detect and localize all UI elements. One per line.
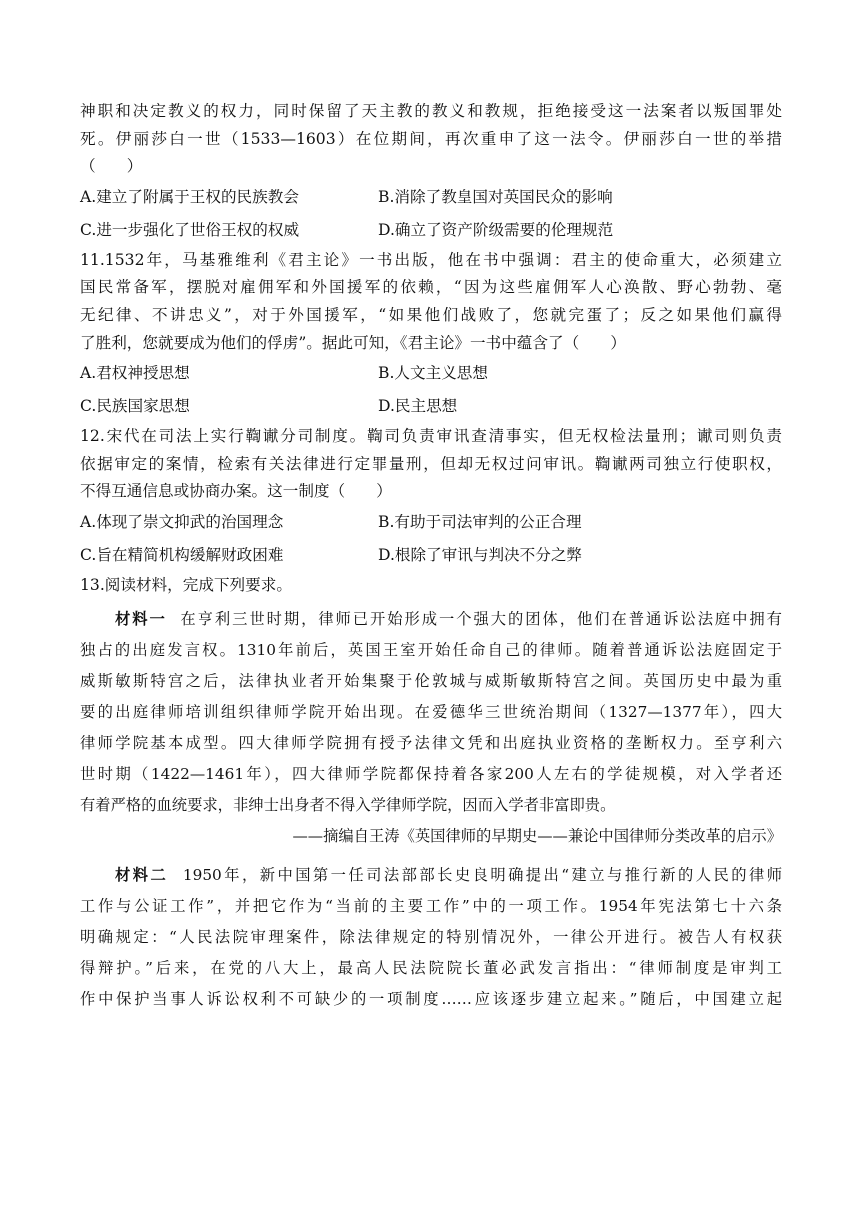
question-10: [80, 98, 782, 247]
q11-options-row-2: [80, 390, 782, 423]
q12-option-c: C.旨在精简机构缓解财政困难: [80, 545, 284, 564]
q11-line-1: 11.1532年，马基雅维利《君主论》一书出版，他在书中强调：君主的使命重大，必须建立: [80, 250, 782, 269]
q10-line-1: 神职和决定教义的权力，同时保留了天主教的教义和教规，拒绝接受这一法案者以叛国罪处: [80, 102, 782, 120]
material-1-line-3: 威斯敏斯特宫之后，法律执业者开始集聚于伦敦城与威斯敏斯特宫之间。英国历史中最为重: [80, 671, 782, 690]
q12-option-a: A.体现了崇文抑武的治国理念: [80, 512, 284, 531]
q10-options-row-1: [80, 181, 782, 214]
material-1-source: ——摘编自王涛《英国律师的早期史——兼论中国律师分类改革的启示》: [292, 826, 782, 845]
q12-line-1: 12.宋代在司法上实行鞫谳分司制度。鞫司负责审讯查清事实，但无权检法量刑；谳司则负责: [80, 427, 782, 446]
q12-line-3: 不得互通信息或协商办案。这一制度（ ）: [80, 482, 392, 501]
q11-line-3: 无纪律、不讲忠义”，对于外国援军，“如果他们战败了，您就完蛋了；反之如果他们赢得: [80, 305, 782, 324]
material-1-line-1: 在亨利三世时期，律师已开始形成一个强大的团体，他们在普通诉讼法庭中拥有: [180, 609, 782, 628]
q12-option-d: D.根除了审讯与判决不分之弊: [378, 545, 583, 564]
material-2: [80, 860, 782, 1015]
material-1-label: 材料一: [115, 609, 167, 628]
q11-option-b: B.人文主义思想: [378, 364, 488, 383]
q12-option-b: B.有助于司法审判的公正合理: [378, 512, 582, 531]
material-2-line-1: 1950年，新中国第一任司法部部长史良明确提出“建立与推行新的人民的律师: [182, 865, 782, 884]
q10-option-b: B.消除了教皇国对英国民众的影响: [378, 187, 613, 206]
material-2-line-4: 得辩护。”后来，在党的八大上，最高人民法院院长董必武发言指出：“律师制度是审判工: [80, 958, 782, 977]
q11-line-4: 了胜利，您就要成为他们的俘虏”。据此可知，《君主论》一书中蕴含了（ ）: [80, 333, 626, 352]
material-1-line-6: 世时期（1422—1461年），四大律师学院都保持着各家200人左右的学徒规模，对入学者还: [80, 764, 782, 783]
material-2-line-2: 工作与公证工作”，并把它作为“当前的主要工作”中的一项工作。1954年宪法第七十六条: [80, 896, 782, 915]
material-1-line-2: 独占的出庭发言权。1310年前后，英国王室开始任命自己的律师。随着普通诉讼法庭固定于: [80, 640, 782, 659]
q13-stem: 13.阅读材料，完成下列要求。: [80, 575, 292, 594]
q10-option-c: C.进一步强化了世俗王权的权威: [80, 220, 300, 239]
q10-options-row-2: [80, 214, 782, 247]
material-1-line-7: 有着严格的血统要求，非绅士出身者不得入学律师学院，因而入学者非富即贵。: [80, 795, 616, 814]
question-11: [80, 247, 782, 423]
q11-option-c: C.民族国家思想: [80, 397, 190, 416]
material-2-label: 材料二: [115, 865, 169, 884]
q10-line-2: 死。伊丽莎白一世（1533—1603）在位期间，再次重申了这一法令。伊丽莎白一世的举措: [80, 129, 782, 148]
q11-option-d: D.民主思想: [378, 397, 458, 416]
q11-options-row-1: [80, 357, 782, 390]
material-2-line-3: 明确规定：“人民法院审理案件，除法律规定的特别情况外，一律公开进行。被告人有权获: [80, 927, 782, 946]
q12-line-2: 依据审定的案情，检索有关法律进行定罪量刑，但却无权过问审讯。鞫谳两司独立行使职权，: [80, 454, 782, 473]
material-1-line-4: 要的出庭律师培训组织律师学院开始出现。在爱德华三世统治期间（1327—1377年），四大: [80, 702, 782, 721]
question-13: [80, 572, 782, 1015]
q12-options-row-1: [80, 506, 782, 539]
material-1: [80, 604, 782, 852]
q10-line-3: （ ）: [80, 157, 143, 176]
q11-option-a: A.君权神授思想: [80, 364, 190, 383]
q12-options-row-2: [80, 539, 782, 572]
material-1-line-5: 律师学院基本成型。四大律师学院拥有授予法律文凭和出庭执业资格的垄断权力。至亨利六: [80, 733, 782, 752]
q10-option-a: A.建立了附属于王权的民族教会: [80, 187, 299, 206]
q10-option-d: D.确立了资产阶级需要的伦理规范: [378, 220, 614, 239]
material-2-line-5: 作中保护当事人诉讼权利不可缺少的一项制度……应该逐步建立起来。”随后，中国建立起: [80, 989, 782, 1008]
question-12: [80, 423, 782, 572]
q11-line-2: 国民常备军，摆脱对雇佣军和外国援军的依赖，“因为这些雇佣军人心涣散、野心勃勃、毫: [80, 278, 782, 297]
